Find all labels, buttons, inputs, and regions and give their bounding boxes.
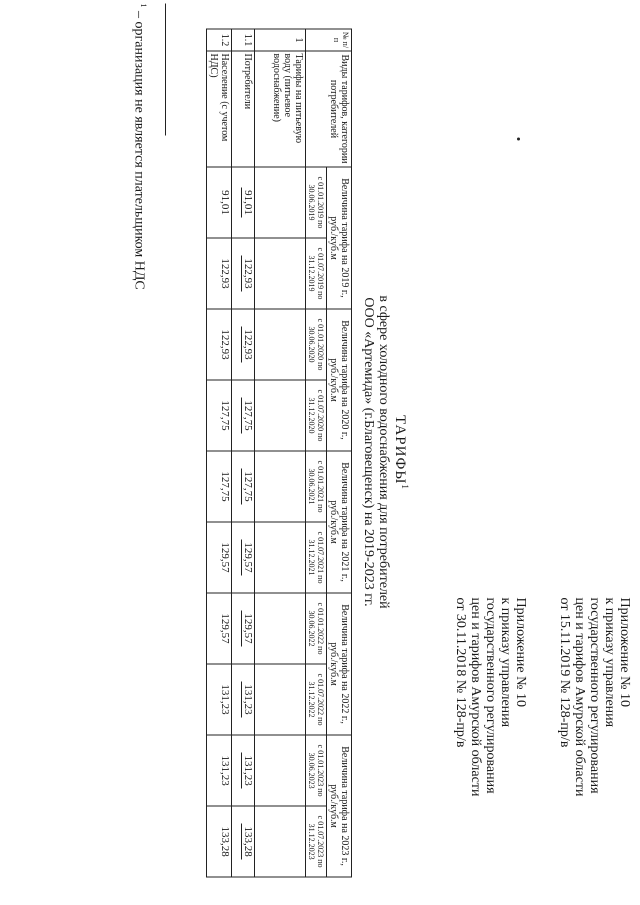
appendix-line: Приложение № 10: [617, 597, 632, 707]
header-row-years: [327, 29, 352, 877]
subtitle-line: в сфере холодного водоснабжения для потребителей: [376, 295, 391, 609]
title-footnote-mark: 1: [400, 484, 410, 489]
tariff-value: 131,23: [241, 752, 254, 788]
header-period: с 01.07.2021 по 31.12.2021: [306, 522, 327, 593]
appendix-line: государственного регулирования: [587, 597, 602, 794]
header-year: Величина тарифа на 2019 г., руб./куб.м: [327, 167, 352, 309]
row-num: 1: [255, 29, 306, 51]
appendix-line: Приложение № 10: [513, 597, 528, 707]
tariff-cell: 127,75: [207, 451, 232, 522]
title-text: ТАРИФЫ: [392, 415, 408, 485]
tariff-value: 122,93: [241, 326, 254, 362]
tariff-table: [206, 29, 352, 878]
tariff-cell: [255, 806, 306, 877]
tariff-cell: 122,93: [207, 309, 232, 380]
header-year: Величина тарифа на 2020 г., руб./куб.м: [327, 309, 352, 451]
tariff-cell: [255, 593, 306, 664]
appendix-line: государственного регулирования: [483, 597, 498, 794]
title-block: [361, 0, 414, 905]
tariff-cell: 129,57: [207, 593, 232, 664]
tariff-value: 122,93: [241, 255, 254, 291]
header-period: с 01.01.2021 по 30.06.2021: [306, 451, 327, 522]
table-row: [207, 29, 232, 877]
tariff-cell: [255, 664, 306, 735]
tariff-cell: [232, 522, 255, 593]
tariff-cell: [255, 238, 306, 309]
tariff-value: 127,75: [241, 468, 254, 504]
tariff-cell: [255, 167, 306, 238]
header-period: с 01.01.2022 по 30.06.2022: [306, 593, 327, 664]
header-period: с 01.01.2019 по 30.06.2019: [306, 167, 327, 238]
appendix-line: цен и тарифов Амурской области: [572, 597, 587, 797]
tariff-cell: [232, 380, 255, 451]
tariff-value: 91,01: [241, 187, 254, 218]
tariff-value: 131,23: [241, 681, 254, 717]
header-year: Величина тарифа на 2021 г., руб./куб.м: [327, 451, 352, 593]
footnote-divider: [165, 4, 166, 136]
tariff-cell: [232, 451, 255, 522]
header-period: с 01.07.2023 по 31.12.2023: [306, 806, 327, 877]
tariff-cell: 129,57: [207, 522, 232, 593]
row-num: 1.1: [232, 29, 255, 51]
subtitle-line: ООО «Артемида» (г.Благовещенск) на 2019-2023 гг.: [361, 297, 376, 607]
appendix-line: от 30.11.2018 № 128-пр/в: [453, 597, 468, 748]
row-num: 1.2: [207, 29, 232, 51]
appendix-line: к приказу управления: [498, 597, 513, 728]
appendix-line: цен и тарифов Амурской области: [468, 597, 483, 797]
tariff-cell: [255, 735, 306, 806]
tariff-cell: [232, 309, 255, 380]
appendix-line: от 15.11.2019 № 128-пр/в: [557, 597, 572, 748]
appendix-block-current: [557, 598, 632, 893]
footnote-mark: 1: [139, 3, 148, 8]
header-period: с 01.01.2020 по 30.06.2020: [306, 309, 327, 380]
tariff-value: 127,75: [241, 397, 254, 433]
appendix-line: к приказу управления: [602, 597, 617, 728]
tariff-cell: 131,23: [207, 735, 232, 806]
tariff-cell: 133,28: [207, 806, 232, 877]
tariff-cell: [255, 522, 306, 593]
tariff-value: 129,57: [241, 539, 254, 575]
tariff-value: 129,57: [241, 610, 254, 646]
document-title: [391, 0, 414, 905]
tariff-cell: 127,75: [207, 380, 232, 451]
tariff-cell: [255, 451, 306, 522]
row-kind: Тарифы на питьевую воду (питьевое водоснабжение): [255, 51, 306, 167]
scan-speck: [517, 138, 520, 141]
table-row: [255, 29, 306, 877]
tariff-cell: [232, 593, 255, 664]
tariff-cell: [255, 309, 306, 380]
table-row: [232, 29, 255, 877]
tariff-cell: [255, 380, 306, 451]
header-period: с 01.07.2022 по 31.12.2022: [306, 664, 327, 735]
header-kind: Виды тарифов, категории потребителей: [306, 51, 352, 167]
tariff-cell: 91,01: [207, 167, 232, 238]
tariff-cell: 131,23: [207, 664, 232, 735]
header-period: с 01.07.2020 по 31.12.2020: [306, 380, 327, 451]
header-num: № п/п: [306, 29, 352, 51]
tariff-cell: [232, 167, 255, 238]
footnote-text: – организация не является плательщиком НДС: [131, 7, 147, 290]
tariff-cell: [232, 664, 255, 735]
tariff-cell: [232, 806, 255, 877]
header-period: с 01.07.2019 по 31.12.2019: [306, 238, 327, 309]
header-year: Величина тарифа на 2022 г., руб./куб.м: [327, 593, 352, 735]
header-year: Величина тарифа на 2023 г., руб./куб.м: [327, 735, 352, 877]
tariff-cell: [232, 735, 255, 806]
footnote: [130, 4, 148, 290]
tariff-cell: 122,93: [207, 238, 232, 309]
row-kind: Население (с учетом НДС): [207, 51, 232, 167]
tariff-value: 133,28: [241, 823, 254, 859]
tariff-cell: [232, 238, 255, 309]
appendix-block-previous: [453, 598, 528, 893]
header-period: с 01.01.2023 по 30.06.2023: [306, 735, 327, 806]
row-kind: Потребители: [232, 51, 255, 167]
